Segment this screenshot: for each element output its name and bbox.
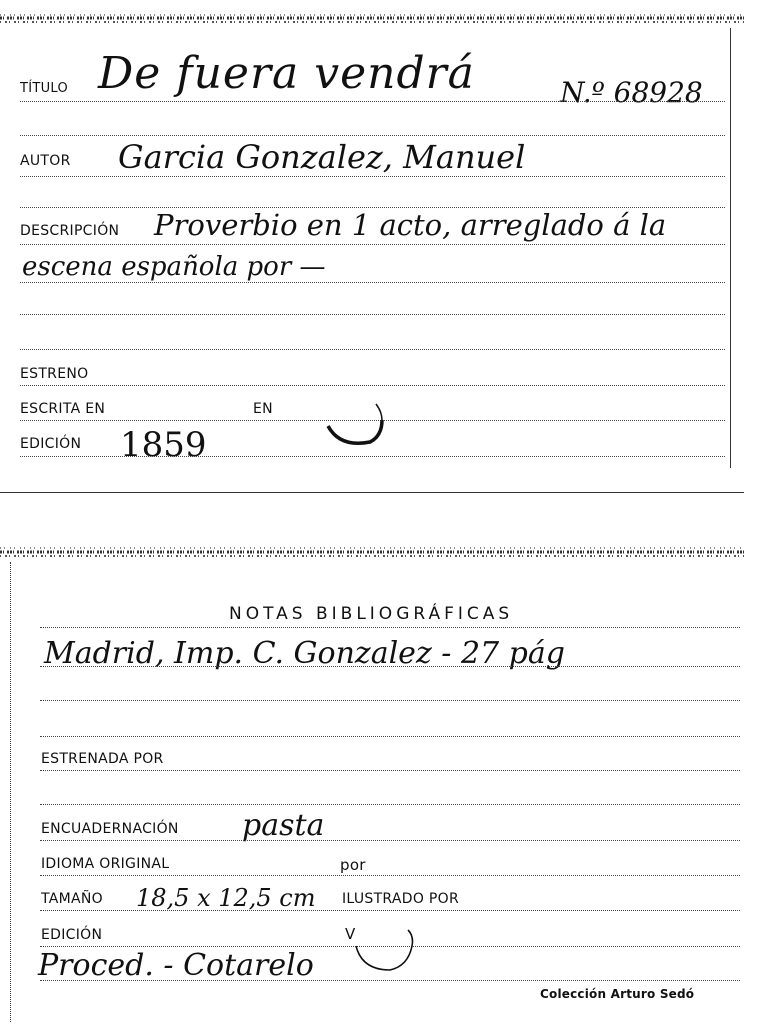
idioma-label: IDIOMA ORIGINAL bbox=[41, 856, 170, 872]
punch-hole-icon bbox=[320, 396, 390, 452]
catalog-card-top bbox=[0, 0, 744, 494]
encuadernacion-value: pasta bbox=[242, 808, 325, 843]
tamano-line bbox=[40, 910, 740, 911]
titulo-label: TÍTULO bbox=[20, 81, 69, 96]
edicion-label: EDICIÓN bbox=[20, 436, 82, 452]
en-label: EN bbox=[253, 401, 273, 417]
tamano-label: TAMAÑO bbox=[41, 891, 103, 907]
edicion-value: 1859 bbox=[120, 425, 207, 465]
estrenada-line bbox=[40, 770, 740, 771]
titulo-value: De fuera vendrá bbox=[98, 48, 475, 99]
coleccion-label: Colección Arturo Sedó bbox=[540, 987, 695, 1001]
encuadernacion-label: ENCUADERNACIÓN bbox=[41, 821, 179, 837]
notas-value: Madrid, Imp. C. Gonzalez - 27 pág bbox=[44, 636, 565, 671]
notas-line-1 bbox=[40, 666, 740, 667]
torn-edge-bottom bbox=[0, 544, 744, 560]
torn-edge-top bbox=[0, 10, 744, 26]
titulo-line bbox=[20, 101, 725, 102]
v-label: V bbox=[345, 925, 356, 943]
proced-line bbox=[40, 980, 740, 981]
rule-5 bbox=[40, 804, 740, 805]
descripcion-label: DESCRIPCIÓN bbox=[20, 223, 120, 239]
ilustrado-label: ILUSTRADO POR bbox=[342, 891, 459, 907]
rule-1 bbox=[20, 135, 725, 136]
numero-value: N.º 68928 bbox=[560, 76, 703, 109]
card-bottom-edge bbox=[0, 492, 744, 493]
left-border bbox=[10, 562, 11, 1022]
notas-top-line bbox=[40, 627, 740, 628]
autor-label: AUTOR bbox=[20, 153, 71, 169]
por-label: por bbox=[340, 856, 366, 874]
encuadernacion-line bbox=[40, 840, 740, 841]
rule-4 bbox=[20, 349, 725, 350]
descripcion-line1: Proverbio en 1 acto, arreglado á la bbox=[154, 208, 667, 242]
autor-value: Garcia Gonzalez, Manuel bbox=[118, 138, 526, 176]
punch-hole-icon-bottom bbox=[350, 924, 420, 980]
catalog-card-bottom bbox=[0, 540, 744, 1028]
edicion-label-bottom: EDICIÓN bbox=[41, 927, 103, 943]
descripcion-line bbox=[20, 244, 725, 245]
right-border bbox=[730, 28, 731, 468]
edicion-line bbox=[20, 456, 725, 457]
notas-line-3 bbox=[40, 736, 740, 737]
estreno-line bbox=[20, 385, 725, 386]
notas-title: NOTAS BIBLIOGRÁFICAS bbox=[229, 604, 514, 624]
descripcion-line-2 bbox=[20, 282, 725, 283]
tamano-value: 18,5 x 12,5 cm bbox=[136, 884, 316, 912]
estrenada-label: ESTRENADA POR bbox=[41, 751, 164, 767]
descripcion-line2: escena española por — bbox=[22, 252, 326, 282]
notas-line-2 bbox=[40, 700, 740, 701]
rule-3 bbox=[20, 314, 725, 315]
proced-value: Proced. - Cotarelo bbox=[38, 948, 314, 983]
escrita-label: ESCRITA EN bbox=[20, 401, 106, 417]
idioma-line bbox=[40, 875, 740, 876]
autor-line bbox=[20, 176, 725, 177]
estreno-label: ESTRENO bbox=[20, 366, 89, 382]
